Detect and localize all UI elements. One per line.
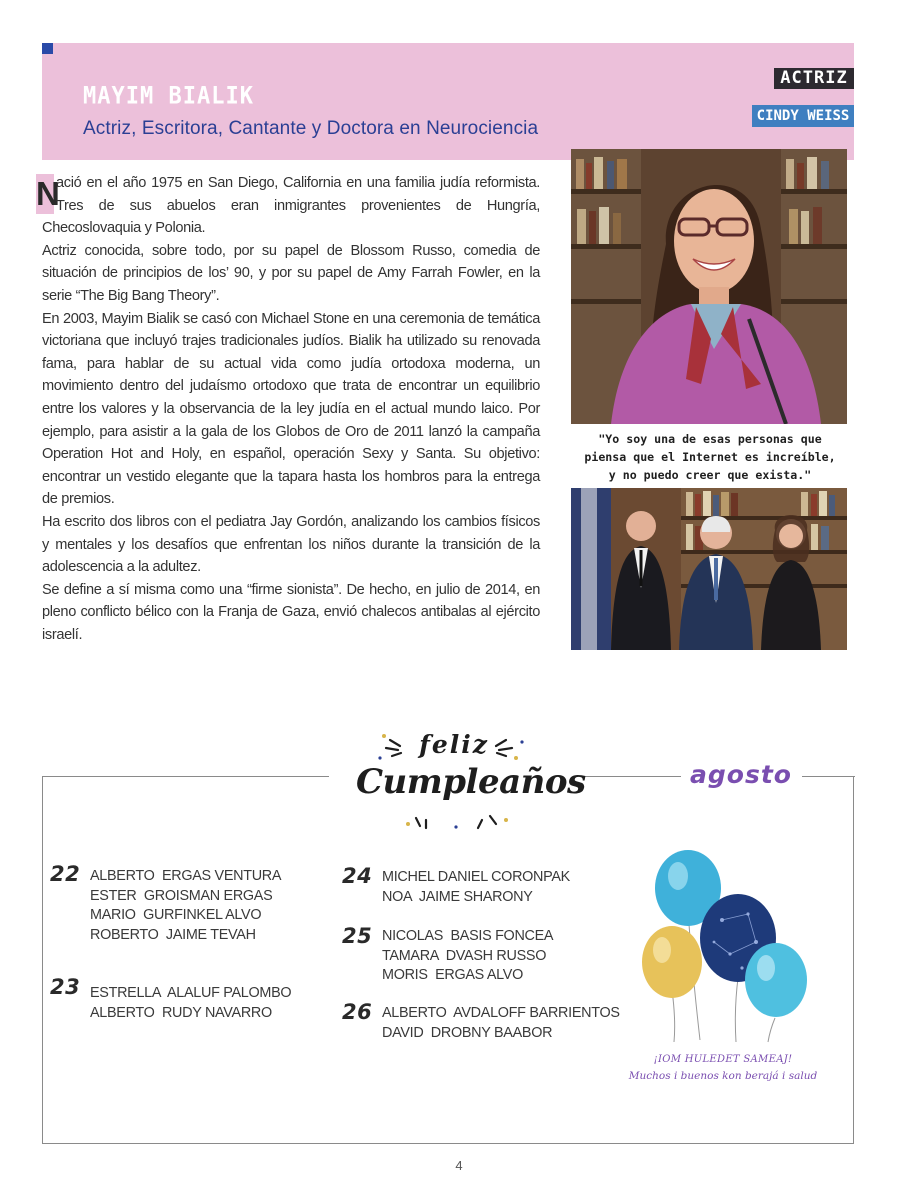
article-paragraph: Ha escrito dos libros con el pediatra Jay Gordón, analizando los cambios físicos y mentales y los desafíos que enfrentan los niños durante la transición de la adolescencia a la adultez. [42,513,540,576]
balloons-icon [630,850,820,1045]
article-name-title: MAYIM BIALIK [83,83,254,110]
balloons-illustration [630,850,820,1045]
article-paragraph: Actriz conocida, sobre todo, por su papel de Blossom Russo, comedia de situación de principios de los’ 90, y por su papel de Amy Farrah Fowler, en la serie “The Big Bang Theory”. [42,242,540,304]
portrait-photo-graphic [571,149,847,424]
names-list [90,867,281,945]
day-number: 23 [50,975,81,999]
article-body [36,172,540,646]
feliz-cumpleanos-logo [356,728,586,832]
logo-line-cumpleanos: Cumpleaños [356,762,586,802]
frame-divider [581,776,681,777]
quote-line: "Yo soy una de esas personas que [598,432,822,446]
portrait-photo [571,149,847,424]
group-photo-graphic [571,488,847,650]
birthday-name: TAMARA DVASH RUSSO [382,947,547,964]
frame-divider [42,776,329,777]
quote-block [572,430,848,484]
category-tag: ACTRIZ [774,68,854,89]
birthday-wish-title: ¡IOM HULEDET SAMEAJ! [653,1054,793,1065]
article-subtitle: Actriz, Escritora, Cantante y Doctora en Neurociencia [83,118,539,139]
article-paragraph [36,172,540,240]
birthday-name: DAVID DROBNY BAABOR [382,1024,553,1041]
day-number: 22 [50,862,81,886]
paragraph-text: ació en el año 1975 en San Diego, California en una familia judía reformista. Tres de sus abuelos eran inmigrantes provenientes de Hungría, Checoslovaquia y Polonia. [42,175,540,237]
page-number: 4 [455,1158,463,1173]
month-title: agosto [690,760,792,789]
names-list [382,868,570,907]
quote-line: piensa que el Internet es increíble, [584,450,836,464]
logo-line-feliz: feliz [419,730,489,759]
author-tag: CINDY WEISS [752,105,854,127]
birthday-name: ESTER GROISMAN ERGAS [90,887,273,904]
corner-accent [42,43,53,54]
birthday-name: ALBERTO RUDY NAVARRO [90,1004,272,1021]
birthday-name: ROBERTO JAIME TEVAH [90,926,256,943]
birthday-name: ALBERTO AVDALOFF BARRIENTOS [382,1005,620,1021]
birthday-name: NOA JAIME SHARONY [382,888,533,905]
birthday-name: MARIO GURFINKEL ALVO [90,907,262,924]
drop-cap: N [36,175,60,212]
article-paragraph: Se define a sí misma como una “firme sionista”. De hecho, en julio de 2014, en pleno conflicto bélico con la Franja de Gaza, envió chalecos antibalas al ejército israelí. [42,581,540,643]
birthday-name: ALBERTO ERGAS VENTURA [90,868,282,884]
names-list [382,927,553,986]
birthday-name: MORIS ERGAS ALVO [382,967,523,984]
birthday-name: MICHEL DANIEL CORONPAK [382,869,570,885]
birthday-wish-text: Muchos i buenos kon berajá i salud [628,1070,818,1082]
group-photo [571,488,847,650]
day-number: 25 [342,924,373,948]
names-list [382,1004,620,1043]
birthday-name: ESTRELLA ALALUF PALOMBO [90,985,292,1001]
birthday-name: NICOLAS BASIS FONCEA [382,928,554,944]
names-list [90,984,291,1023]
article-paragraph: En 2003, Mayim Bialik se casó con Michael Stone en una ceremonia de temática victoriana que incluyó trajes tradicionales judíos. Bialik ha utilizado su renovada fama, para hablar de su actual vida como judía ortodoxa moderna, un movimiento dentro del judaísmo ortodoxo que trata de encontrar un equilibrio entre los valores y la observancia de la ley judía en el actual mundo laico. Por ejemplo, para asistir a la gala de los Globos de Oro de 2011 lanzó la campaña Operation Hot and Holy, en español, operación Sexy y Santa. Su objetivo: encontrar un vestido elegante que la tapara hasta los hombros para la entrega de premios. [42,310,540,508]
day-number: 26 [342,1000,373,1024]
day-number: 24 [342,864,373,888]
frame-divider [802,776,855,777]
quote-line: y no puedo creer que exista." [608,468,812,482]
